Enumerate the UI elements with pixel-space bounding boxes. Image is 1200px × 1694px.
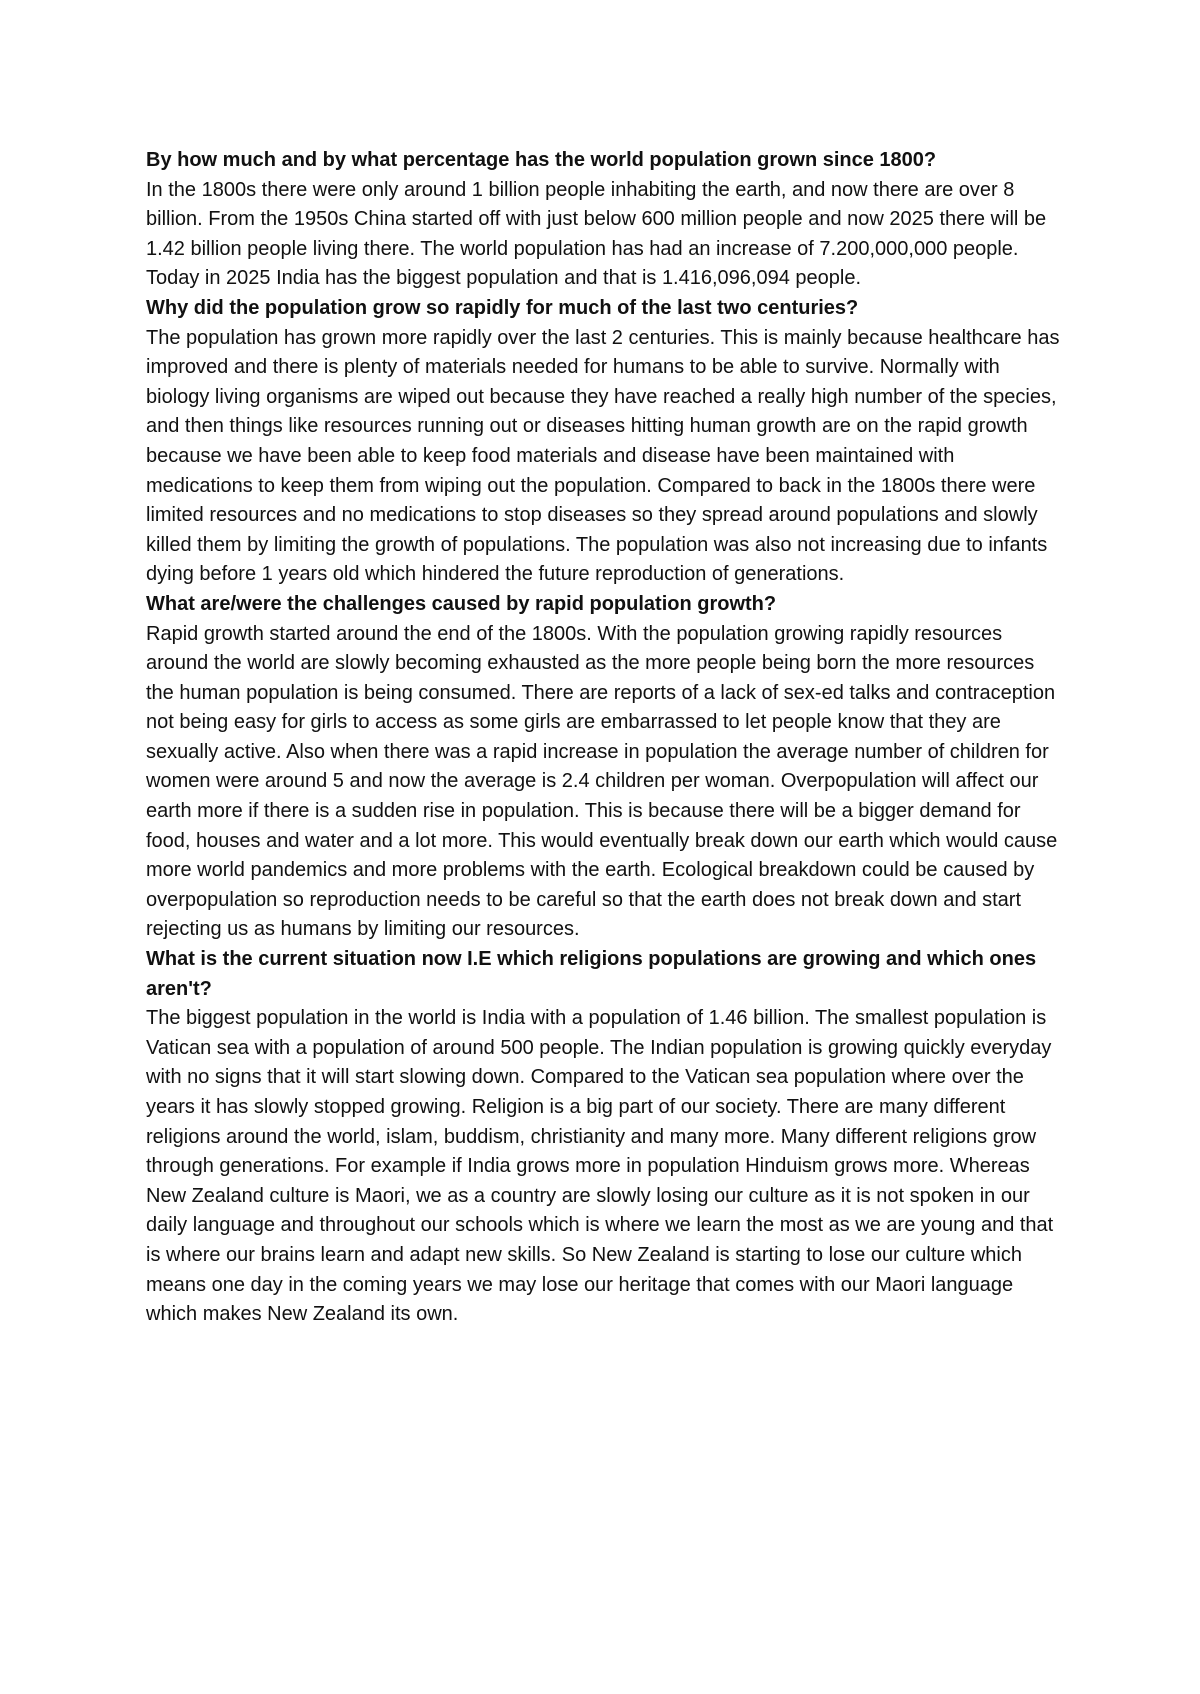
answer-paragraph-3: Rapid growth started around the end of the 1800s. With the population growing rapidly resources around the world are slowly becoming exhausted as the more people being born the more resources the human population is being consumed. There are reports of a lack of sex-ed talks and contraception not being easy for girls to access as some girls are embarrassed to let people know that they are sexually active. Also when there was a rapid increase in population the average number of children for women were around 5 and now the average is 2.4 children per woman. Overpopulation will affect our earth more if there is a sudden rise in population. This is because there will be a bigger demand for food, houses and water and a lot more. This would eventually break down our earth which would cause more world pandemics and more problems with the earth. Ecological breakdown could be caused by overpopulation so reproduction needs to be careful so that the earth does not break down and start rejecting us as humans by limiting our resources.: [146, 622, 1058, 941]
question-heading-3: What are/were the challenges caused by rapid population growth?: [146, 592, 777, 615]
question-heading-2: Why did the population grow so rapidly for much of the last two centuries?: [146, 296, 859, 319]
answer-paragraph-1: In the 1800s there were only around 1 billion people inhabiting the earth, and now there are over 8 billion. From the 1950s China started off with just below 600 million people and now 2025 there will be 1.42 billion people living there. The world population has had an increase of 7.200,000,000 people. Today in 2025 India has the biggest population and that is 1.416,096,094 people.: [146, 178, 1047, 290]
document-body: [146, 146, 1066, 1330]
answer-paragraph-4: The biggest population in the world is India with a population of 1.46 billion. The smallest population is Vatican sea with a population of around 500 people. The Indian population is growing quickly everyday with no signs that it will start slowing down. Compared to the Vatican sea population where over the years it has slowly stopped growing. Religion is a big part of our society. There are many different religions around the world, islam, buddism, christianity and many more. Many different religions grow through generations. For example if India grows more in population Hinduism grows more. Whereas New Zealand culture is Maori, we as a country are slowly losing our culture as it is not spoken in our daily language and throughout our schools which is where we learn the most as we are young and that is where our brains learn and adapt new skills. So New Zealand is starting to lose our culture which means one day in the coming years we may lose our heritage that comes with our Maori language which makes New Zealand its own.: [146, 1007, 1054, 1326]
question-heading-4: What is the current situation now I.E which religions populations are growing and which ones aren't?: [146, 948, 1037, 1000]
answer-paragraph-2: The population has grown more rapidly over the last 2 centuries. This is mainly because healthcare has improved and there is plenty of materials needed for humans to be able to survive. Normally with biology living organisms are wiped out because they have reached a really high number of the species, and then things like resources running out or diseases hitting human growth are on the rapid growth because we have been able to keep food materials and disease have been maintained with medications to keep them from wiping out the population. Compared to back in the 1800s there were limited resources and no medications to stop diseases so they spread around populations and slowly killed them by limiting the growth of populations. The population was also not increasing due to infants dying before 1 years old which hindered the future reproduction of generations.: [146, 326, 1060, 586]
question-heading-1: By how much and by what percentage has the world population grown since 1800?: [146, 149, 937, 171]
